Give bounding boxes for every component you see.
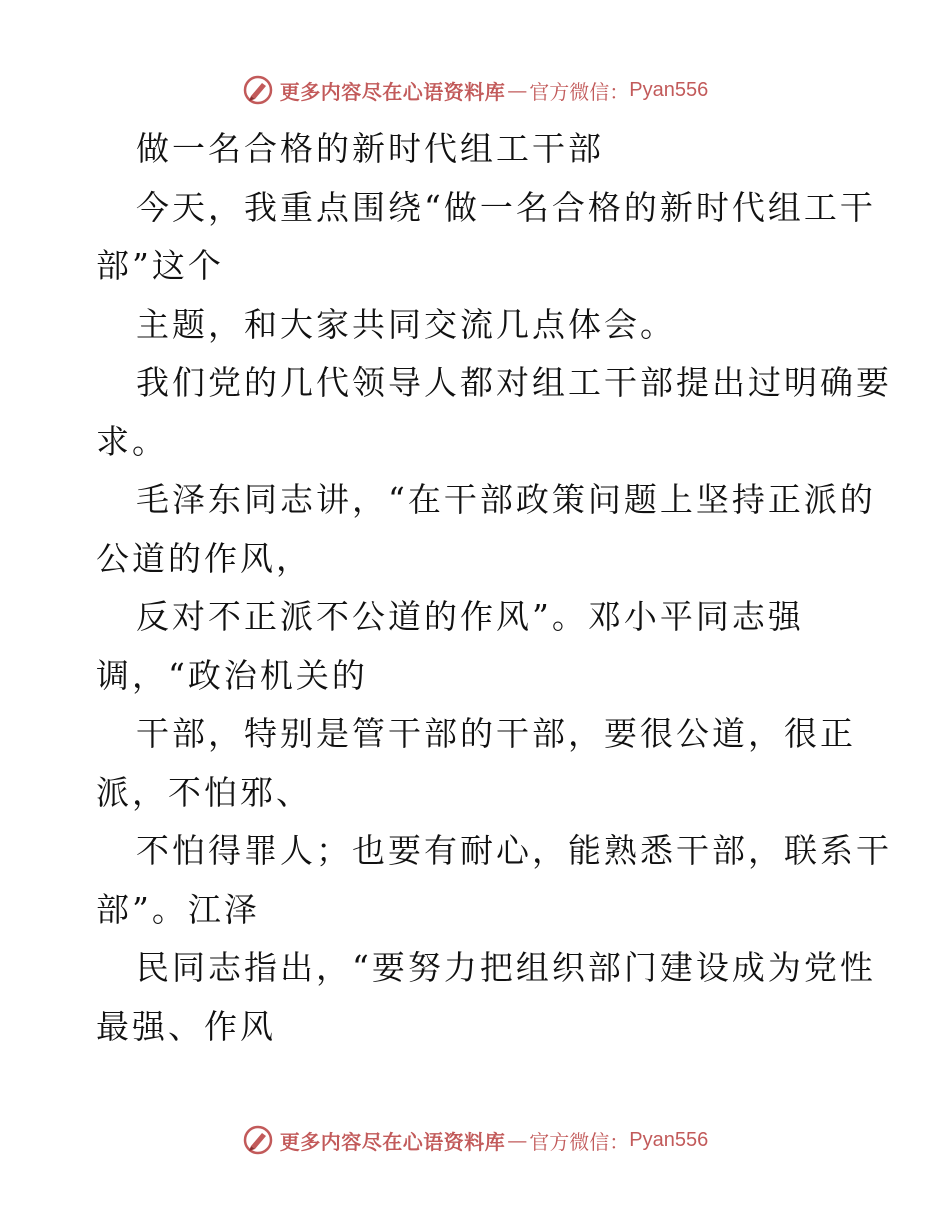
text-line: 部”。江泽 <box>96 889 260 929</box>
text-line: 毛泽东同志讲，“在干部政策问题上坚持正派的 <box>136 480 876 519</box>
footer-dash: — <box>507 1128 528 1152</box>
header-banner <box>0 70 950 110</box>
text-line: 反对不正派不公道的作风”。邓小平同志强 <box>136 597 804 636</box>
text-line: 部”这个 <box>96 246 224 285</box>
text-line: 求。 <box>96 421 168 461</box>
text-line: 今天，我重点围绕“做一名合格的新时代组工干 <box>136 187 876 227</box>
footer-banner <box>0 1120 950 1160</box>
pen-logo-icon <box>242 74 274 106</box>
text-line: 最强、作风 <box>96 1006 276 1046</box>
header-wechat-label: 官方微信： <box>529 79 630 104</box>
document-title: 做一名合格的新时代组工干部 <box>136 129 604 168</box>
text-line: 主题，和大家共同交流几点体会。 <box>136 304 676 344</box>
footer-wechat-label: 官方微信： <box>529 1129 630 1154</box>
text-line: 不怕得罪人；也要有耐心，能熟悉干部，联系干 <box>136 831 892 870</box>
footer-brand: 更多内容尽在心语资料库 <box>279 1129 506 1154</box>
footer-wechat-id: Pyan556 <box>629 1128 709 1151</box>
text-line: 派，不怕邪、 <box>96 772 312 812</box>
header-dash: — <box>507 78 528 102</box>
header-brand: 更多内容尽在心语资料库 <box>279 79 506 104</box>
pen-logo-icon <box>242 1124 274 1156</box>
text-line: 干部，特别是管干部的干部，要很公道，很正 <box>136 714 856 753</box>
document-body <box>96 120 892 1056</box>
text-line: 公道的作风， <box>96 538 312 578</box>
header-wechat-id: Pyan556 <box>629 78 709 101</box>
text-line: 民同志指出，“要努力把组织部门建设成为党性 <box>136 948 876 987</box>
text-line: 我们党的几代领导人都对组工干部提出过明确要 <box>136 363 892 402</box>
text-line: 调，“政治机关的 <box>96 655 368 695</box>
